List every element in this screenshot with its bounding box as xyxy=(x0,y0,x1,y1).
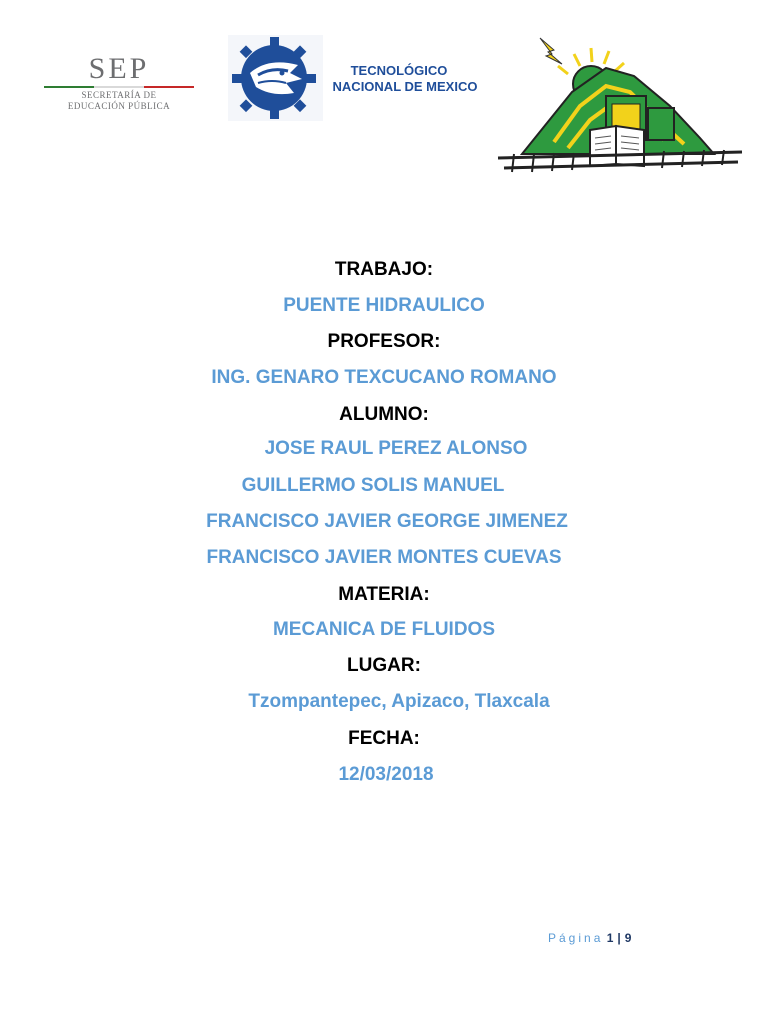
sep-acronym: SEP xyxy=(88,52,150,85)
profesor-label: PROFESOR: xyxy=(327,331,441,352)
tecnm-gear-eagle-icon xyxy=(228,35,323,121)
alumno-name: GUILLERMO SOLIS MANUEL xyxy=(241,475,505,496)
trabajo-label: TRABAJO: xyxy=(334,259,434,280)
trabajo-value: PUENTE HIDRAULICO xyxy=(283,295,485,316)
lugar-value: Tzompantepec, Apizaco, Tlaxcala xyxy=(248,691,550,712)
page-word: Página xyxy=(548,931,604,945)
sep-line-2: EDUCACIÓN PÚBLICA xyxy=(67,101,171,111)
materia-label: MATERIA: xyxy=(338,584,430,605)
fecha-label: FECHA: xyxy=(348,728,420,749)
page-number xyxy=(548,931,631,945)
profesor-value: ING. GENARO TEXCUCANO ROMANO xyxy=(211,367,557,388)
alumno-name: FRANCISCO JAVIER MONTES CUEVAS xyxy=(206,547,562,568)
tecnm-logo xyxy=(228,35,486,121)
tecnm-line-1: TECNOLÓGICO xyxy=(350,63,448,78)
page-current: 1 xyxy=(606,931,614,945)
sep-line-1: SECRETARÍA DE xyxy=(81,90,157,100)
sep-logo xyxy=(44,52,194,114)
lugar-label: LUGAR: xyxy=(347,655,421,676)
tecnm-line-2: NACIONAL DE MEXICO xyxy=(332,79,478,94)
page-total: 9 xyxy=(624,931,632,945)
alumno-name: FRANCISCO JAVIER GEORGE JIMENEZ xyxy=(206,511,568,532)
itapizaco-crest-logo xyxy=(494,36,746,176)
institute-crest-icon xyxy=(494,36,746,176)
materia-value: MECANICA DE FLUIDOS xyxy=(272,619,496,640)
alumno-label: ALUMNO: xyxy=(339,404,429,425)
alumno-name: JOSE RAUL PEREZ ALONSO xyxy=(264,438,528,459)
page-separator: | xyxy=(617,931,621,945)
fecha-value: 12/03/2018 xyxy=(338,764,434,785)
